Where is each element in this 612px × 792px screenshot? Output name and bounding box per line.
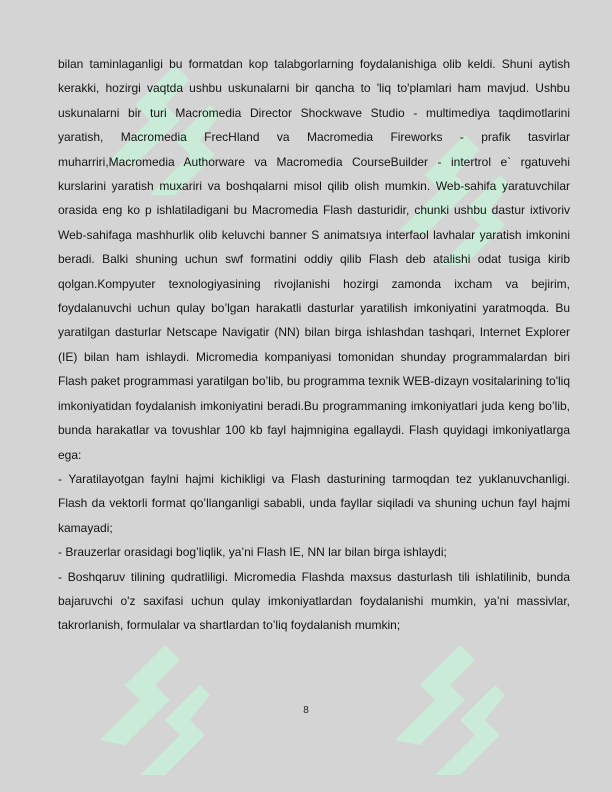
paragraph-item-language: - Boshqaruv tilining qudratliligi. Micromedia Flashda maxsus dasturlash tili ishlatilinib, bunda bajaruvchi o'z saxifasi uchun qulay imkoniyatlardan foydalanishi mumkin, ya’ni massivlar, takrorlanish, formulalar va shartlardan to’liq foydalanish mumkin; [58, 569, 570, 633]
body-text [58, 52, 570, 638]
paragraph-item-file-size: - Yaratilayotgan faylni hajmi kichikligi va Flash dasturining tarmoqdan tez yuklanuvchanligi. Flash da vektorli format qo’llanganligi sababli, unda fayllar siqiladi va shuning uchun fayl hajmi kamayadi; [58, 471, 570, 535]
paragraph-main: bilan taminlaganligi bu formatdan kop talabgorlarning foydalanishiga olib keldi. Shuni aytish kerakki, hozirgi vaqtda ushbu uskunalarni bir qancha to 'liq to'plamlari ham mavjud. Ushbu uskunalarni bir turi Macromedia Director Shockwave Studio - multimediya taqdimotlarini yaratish, Macromedia FrecHland va Macromedia Fireworks - prafik tasvirlar muharriri,Macromedia Authorware va Macromedia CourseBuilder - intertrol e` rgatuvehi kurslarini yaratish muxariri va boshqalarni misol qilib olish mumkin. Web-sahifa yaratuvchilar orasida eng ko p ishlatiladigani bu Macromedia Flash dasturidir, chunki ushbu dastur ixtivoriv Web-sahifaga mashhurlik olib keluvchi banner S animatsıya interfaol lavhalar yaratish imkonini beradi. Balki shuning uchun swf formatini oddiy qilib Flash deb atalishi odat tusiga kirib qolgan.Kompyuter texnologiyasining rivojlanishi hozirgi zamonda ixcham va bejirim, foydalanuvchi uchun qulay bo’lgan harakatli dasturlar yaratilish imkoniyatini yaratmoqda. Bu yaratilgan dasturlar Netscape Navigatir (NN) bilan birga ishlashdan tashqari, Internet Explorer (IE) bilan ham ishlaydi. Micromedia kompaniyasi tomonidan shunday programmalardan biri Flash paket programmasi yaratilgan bo’lib, bu programma texnik WEB-dizayn vositalarining to'liq imkoniyatidan foydalanish imkoniyatini beradi.Bu programmaning imkoniyatlari juda keng bo’lib, bunda harakatlar va tovushlar 100 kb fayl hajmnigina egallaydi. Flash quyidagi imkoniyatlarga ega: [58, 57, 570, 462]
page-number: 8 [303, 705, 309, 716]
paragraph-item-browser: - Brauzerlar orasidagi bog’liqlik, ya’ni Flash IE, NN lar bilan birga ishlaydi; [58, 545, 447, 560]
